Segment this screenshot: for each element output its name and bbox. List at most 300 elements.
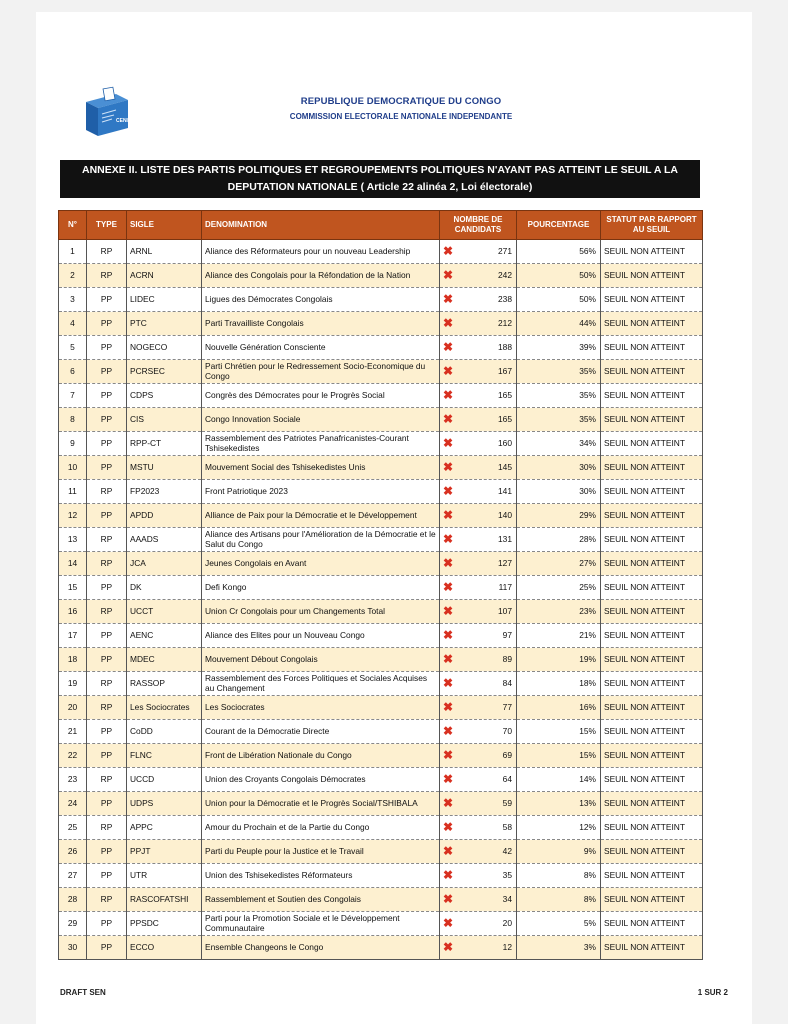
red-x-icon: ✖ xyxy=(443,748,454,762)
cell-candidates-text: 20 xyxy=(502,917,512,928)
cell-type xyxy=(87,552,127,576)
cell-type-text: PP xyxy=(100,341,113,352)
cell-number xyxy=(59,240,87,264)
cell-denomination-text: Les Sociocrates xyxy=(205,701,265,712)
cell-denomination xyxy=(202,360,440,384)
cell-type xyxy=(87,936,127,960)
cell-number-text: 4 xyxy=(70,317,75,328)
cell-number-text: 20 xyxy=(67,701,78,712)
cell-type-text: PP xyxy=(100,365,113,376)
cell-number-text: 13 xyxy=(67,533,78,544)
cell-denomination xyxy=(202,696,440,720)
cell-type-text: RP xyxy=(100,605,113,616)
cell-type xyxy=(87,288,127,312)
cell-denomination-text: Aliance des Réformateurs pour un nouveau Leadership xyxy=(205,245,411,256)
red-x-icon: ✖ xyxy=(443,268,454,282)
col-header-sigle: SIGLE xyxy=(127,211,202,240)
cell-candidates xyxy=(440,792,517,816)
col-header-denomination: DENOMINATION xyxy=(202,211,440,240)
cell-candidates xyxy=(440,384,517,408)
cell-sigle-text: Les Sociocrates xyxy=(130,701,190,712)
cell-status xyxy=(601,312,703,336)
cell-status xyxy=(601,816,703,840)
cell-candidates-text: 165 xyxy=(498,413,512,424)
cell-status xyxy=(601,672,703,696)
cell-status xyxy=(601,624,703,648)
cell-type-text: PP xyxy=(100,653,113,664)
cell-status xyxy=(601,744,703,768)
cell-denomination xyxy=(202,816,440,840)
cell-percentage-text: 50% xyxy=(579,269,596,280)
cell-percentage xyxy=(517,864,601,888)
cell-denomination xyxy=(202,336,440,360)
cell-sigle-text: FLNC xyxy=(130,749,152,760)
cell-number-text: 9 xyxy=(70,437,75,448)
cell-number-text: 3 xyxy=(70,293,75,304)
cell-type xyxy=(87,864,127,888)
cell-percentage xyxy=(517,936,601,960)
cell-status xyxy=(601,504,703,528)
red-x-icon: ✖ xyxy=(443,652,454,666)
red-x-icon: ✖ xyxy=(443,340,454,354)
red-x-icon: ✖ xyxy=(443,388,454,402)
cell-sigle-text: CoDD xyxy=(130,725,153,736)
cell-status xyxy=(601,360,703,384)
cell-candidates xyxy=(440,840,517,864)
cell-type-text: RP xyxy=(100,245,113,256)
cell-candidates xyxy=(440,240,517,264)
cell-denomination xyxy=(202,888,440,912)
cell-percentage-text: 25% xyxy=(579,581,596,592)
table-row xyxy=(59,312,703,336)
cell-denomination-text: Front Patriotique 2023 xyxy=(205,485,288,496)
cell-number-text: 11 xyxy=(68,485,77,496)
cell-denomination xyxy=(202,840,440,864)
cell-denomination-text: Nouvelle Génération Consciente xyxy=(205,341,326,352)
cell-percentage-text: 44% xyxy=(579,317,596,328)
cell-type xyxy=(87,768,127,792)
cell-candidates-text: 84 xyxy=(502,677,512,688)
cell-type xyxy=(87,528,127,552)
cell-percentage-text: 15% xyxy=(579,749,596,760)
cell-status xyxy=(601,336,703,360)
table-row xyxy=(59,336,703,360)
cell-sigle-text: PPSDC xyxy=(130,917,159,928)
red-x-icon: ✖ xyxy=(443,796,454,810)
cell-candidates-text: 188 xyxy=(498,341,512,352)
cell-sigle-text: LIDEC xyxy=(130,293,155,304)
cell-denomination xyxy=(202,648,440,672)
cell-denomination xyxy=(202,600,440,624)
cell-status xyxy=(601,528,703,552)
cell-sigle xyxy=(127,408,202,432)
cell-percentage xyxy=(517,408,601,432)
cell-sigle-text: DK xyxy=(130,581,142,592)
col-header-type: TYPE xyxy=(87,211,127,240)
cell-sigle xyxy=(127,360,202,384)
cell-candidates xyxy=(440,360,517,384)
cell-type xyxy=(87,480,127,504)
table-row xyxy=(59,840,703,864)
cell-number xyxy=(59,696,87,720)
cell-type xyxy=(87,384,127,408)
cell-number-text: 5 xyxy=(70,341,75,352)
cell-status-text: SEUIL NON ATTEINT xyxy=(604,317,685,328)
cell-status-text: SEUIL NON ATTEINT xyxy=(604,653,685,664)
cell-denomination xyxy=(202,576,440,600)
cell-status-text: SEUIL NON ATTEINT xyxy=(604,245,685,256)
red-x-icon: ✖ xyxy=(443,916,454,930)
cell-percentage xyxy=(517,288,601,312)
footer-draft-label: DRAFT SEN xyxy=(60,988,106,997)
cell-type-text: PP xyxy=(100,437,113,448)
cell-status-text: SEUIL NON ATTEINT xyxy=(604,893,685,904)
cell-candidates-text: 271 xyxy=(498,245,512,256)
cell-status xyxy=(601,240,703,264)
cell-status xyxy=(601,264,703,288)
cell-denomination-text: Union pour la Démocratie et le Progrès Social/TSHIBALA xyxy=(205,797,418,808)
cell-number-text: 27 xyxy=(67,869,78,880)
cell-status-text: SEUIL NON ATTEINT xyxy=(604,773,685,784)
cell-type xyxy=(87,888,127,912)
cell-percentage xyxy=(517,528,601,552)
cell-number-text: 1 xyxy=(70,245,75,256)
red-x-icon: ✖ xyxy=(443,412,454,426)
cell-sigle xyxy=(127,600,202,624)
cell-candidates xyxy=(440,552,517,576)
cell-type xyxy=(87,600,127,624)
cell-candidates-text: 12 xyxy=(502,941,512,952)
cell-percentage xyxy=(517,888,601,912)
cell-status-text: SEUIL NON ATTEINT xyxy=(604,557,685,568)
cell-type-text: RP xyxy=(100,485,113,496)
cell-candidates-text: 145 xyxy=(498,461,512,472)
cell-denomination xyxy=(202,528,440,552)
cell-type-text: RP xyxy=(100,269,113,280)
cell-status xyxy=(601,720,703,744)
table-row xyxy=(59,576,703,600)
cell-percentage xyxy=(517,264,601,288)
cell-type-text: RP xyxy=(100,821,113,832)
cell-percentage-text: 15% xyxy=(579,725,596,736)
cell-sigle-text: APDD xyxy=(130,509,154,520)
annex-title-line2: DEPUTATION NATIONALE ( Article 22 alinéa 2, Loi électorale) xyxy=(227,181,533,193)
cell-percentage-text: 35% xyxy=(579,413,596,424)
cell-denomination xyxy=(202,432,440,456)
cell-type-text: PP xyxy=(100,389,113,400)
cell-percentage-text: 5% xyxy=(583,917,596,928)
cell-candidates-text: 107 xyxy=(498,605,512,616)
cell-status xyxy=(601,840,703,864)
cell-type-text: PP xyxy=(100,749,113,760)
cell-number-text: 30 xyxy=(67,941,78,952)
cell-denomination xyxy=(202,744,440,768)
cell-number xyxy=(59,672,87,696)
cell-number xyxy=(59,528,87,552)
cell-denomination-text: Aliance des Artisans pour l'Amélioration de la Démocratie et le Salut du Congo xyxy=(205,529,436,549)
red-x-icon: ✖ xyxy=(443,244,454,258)
cell-number xyxy=(59,552,87,576)
cell-number-text: 23 xyxy=(67,773,78,784)
cell-type-text: PP xyxy=(100,845,113,856)
cell-type xyxy=(87,336,127,360)
cell-candidates xyxy=(440,624,517,648)
cell-sigle-text: UCCD xyxy=(130,773,155,784)
cell-number-text: 2 xyxy=(70,269,75,280)
cell-type xyxy=(87,456,127,480)
cell-status xyxy=(601,480,703,504)
cell-denomination-text: Defi Kongo xyxy=(205,581,247,592)
cell-candidates xyxy=(440,816,517,840)
table-row xyxy=(59,768,703,792)
cell-type xyxy=(87,624,127,648)
cell-number xyxy=(59,360,87,384)
cell-status-text: SEUIL NON ATTEINT xyxy=(604,797,685,808)
cell-status-text: SEUIL NON ATTEINT xyxy=(604,581,685,592)
cell-candidates-text: 165 xyxy=(498,389,512,400)
cell-candidates-text: 77 xyxy=(502,701,512,712)
cell-status xyxy=(601,408,703,432)
col-header-status: STATUT PAR RAPPORT AU SEUIL xyxy=(601,211,703,240)
cell-percentage-text: 28% xyxy=(579,533,596,544)
cell-number xyxy=(59,264,87,288)
col-header-candidates: NOMBRE DE CANDIDATS xyxy=(440,211,517,240)
cell-percentage xyxy=(517,792,601,816)
cell-percentage-text: 19% xyxy=(579,653,596,664)
cell-status-text: SEUIL NON ATTEINT xyxy=(604,677,685,688)
cell-percentage xyxy=(517,432,601,456)
annex-title-line1: ANNEXE II. LISTE DES PARTIS POLITIQUES ET REGROUPEMENTS POLITIQUES N'AYANT PAS ATTEINT LE SEUIL A LA xyxy=(81,164,678,176)
cell-sigle xyxy=(127,624,202,648)
cell-number-text: 24 xyxy=(67,797,78,808)
cell-candidates xyxy=(440,456,517,480)
cell-status-text: SEUIL NON ATTEINT xyxy=(604,845,685,856)
cell-type-text: PP xyxy=(100,317,113,328)
cell-status xyxy=(601,864,703,888)
cell-type xyxy=(87,672,127,696)
cell-candidates xyxy=(440,648,517,672)
cell-percentage xyxy=(517,720,601,744)
cell-status-text: SEUIL NON ATTEINT xyxy=(604,341,685,352)
red-x-icon: ✖ xyxy=(443,628,454,642)
cell-sigle xyxy=(127,720,202,744)
cell-sigle xyxy=(127,264,202,288)
cell-denomination-text: Amour du Prochain et de la Partie du Congo xyxy=(205,821,370,832)
cell-denomination xyxy=(202,624,440,648)
cell-number xyxy=(59,624,87,648)
cell-percentage-text: 27% xyxy=(579,557,596,568)
table-row xyxy=(59,432,703,456)
cell-sigle xyxy=(127,432,202,456)
cell-percentage-text: 39% xyxy=(579,341,596,352)
cell-percentage-text: 35% xyxy=(579,389,596,400)
cell-percentage xyxy=(517,744,601,768)
cell-status-text: SEUIL NON ATTEINT xyxy=(604,413,685,424)
red-x-icon: ✖ xyxy=(443,700,454,714)
cell-candidates-text: 64 xyxy=(502,773,512,784)
cell-candidates xyxy=(440,336,517,360)
cell-sigle xyxy=(127,576,202,600)
cell-number xyxy=(59,504,87,528)
cell-candidates-text: 212 xyxy=(498,317,512,328)
cell-denomination-text: Union des Croyants Congolais Démocrates xyxy=(205,773,366,784)
cell-denomination xyxy=(202,864,440,888)
cell-type-text: RP xyxy=(100,677,113,688)
cell-sigle-text: ACRN xyxy=(130,269,154,280)
cell-status-text: SEUIL NON ATTEINT xyxy=(604,461,685,472)
cell-candidates xyxy=(440,936,517,960)
cell-type-text: PP xyxy=(100,797,113,808)
cell-status-text: SEUIL NON ATTEINT xyxy=(604,821,685,832)
table-row xyxy=(59,864,703,888)
cell-number-text: 17 xyxy=(67,629,78,640)
cell-percentage-text: 56% xyxy=(579,245,596,256)
cell-sigle xyxy=(127,552,202,576)
commission-name: COMMISSION ELECTORALE NATIONALE INDEPENDANTE xyxy=(289,112,513,121)
cell-type-text: PP xyxy=(100,917,113,928)
cell-type-text: PP xyxy=(100,869,113,880)
cell-candidates-text: 127 xyxy=(498,557,512,568)
cell-candidates-text: 238 xyxy=(498,293,512,304)
cell-number-text: 19 xyxy=(67,677,78,688)
cell-candidates xyxy=(440,768,517,792)
cell-type-text: PP xyxy=(100,413,113,424)
cell-sigle-text: ARNL xyxy=(130,245,153,256)
cell-number xyxy=(59,864,87,888)
cell-denomination-text: Ligues des Démocrates Congolais xyxy=(205,293,333,304)
table-row xyxy=(59,600,703,624)
cell-denomination xyxy=(202,768,440,792)
cell-denomination xyxy=(202,240,440,264)
cell-type xyxy=(87,840,127,864)
cell-percentage-text: 18% xyxy=(579,677,596,688)
cell-denomination-text: Mouvement Débout Congolais xyxy=(205,653,318,664)
table-row xyxy=(59,648,703,672)
cell-percentage-text: 13% xyxy=(579,797,596,808)
cell-sigle-text: RASCOFATSHI xyxy=(130,893,189,904)
cell-candidates xyxy=(440,912,517,936)
cell-candidates xyxy=(440,480,517,504)
cell-sigle xyxy=(127,384,202,408)
table-row xyxy=(59,744,703,768)
table-row xyxy=(59,504,703,528)
cell-type-text: PP xyxy=(100,293,113,304)
cell-status xyxy=(601,936,703,960)
cell-percentage-text: 21% xyxy=(579,629,596,640)
cell-number-text: 7 xyxy=(70,389,75,400)
cell-denomination-text: Alliance de Paix pour la Démocratie et le Développement xyxy=(205,509,417,520)
cell-percentage-text: 12% xyxy=(579,821,596,832)
parties-table xyxy=(58,210,703,960)
cell-denomination xyxy=(202,504,440,528)
table-row xyxy=(59,288,703,312)
cell-type-text: PP xyxy=(100,725,113,736)
table-row xyxy=(59,360,703,384)
cell-candidates xyxy=(440,528,517,552)
table-row xyxy=(59,528,703,552)
cell-denomination-text: Congrès des Démocrates pour le Progrès Social xyxy=(205,389,385,400)
cell-candidates xyxy=(440,864,517,888)
cell-number xyxy=(59,648,87,672)
cell-number-text: 25 xyxy=(67,821,78,832)
cell-type xyxy=(87,312,127,336)
cell-denomination-text: Front de Libération Nationale du Congo xyxy=(205,749,352,760)
cell-denomination-text: Parti pour la Promotion Sociale et le Développement Communautaire xyxy=(205,913,400,933)
cell-percentage-text: 8% xyxy=(583,893,596,904)
red-x-icon: ✖ xyxy=(443,460,454,474)
cell-type-text: RP xyxy=(100,701,113,712)
cell-type-text: PP xyxy=(100,629,113,640)
cell-number xyxy=(59,888,87,912)
cell-number-text: 28 xyxy=(67,893,78,904)
cell-type-text: PP xyxy=(100,461,113,472)
cell-number-text: 14 xyxy=(67,557,78,568)
cell-percentage-text: 35% xyxy=(579,365,596,376)
cell-number-text: 8 xyxy=(70,413,75,424)
cell-sigle-text: UTR xyxy=(130,869,148,880)
cell-sigle-text: ECCO xyxy=(130,941,155,952)
cell-denomination xyxy=(202,912,440,936)
cell-sigle xyxy=(127,456,202,480)
cell-candidates xyxy=(440,432,517,456)
cell-number-text: 18 xyxy=(67,653,78,664)
cell-type xyxy=(87,744,127,768)
cell-sigle xyxy=(127,312,202,336)
cell-number-text: 29 xyxy=(67,917,78,928)
cell-sigle-text: MDEC xyxy=(130,653,155,664)
footer-page-number: 1 SUR 2 xyxy=(697,988,728,997)
cell-status-text: SEUIL NON ATTEINT xyxy=(604,533,685,544)
cell-number xyxy=(59,720,87,744)
red-x-icon: ✖ xyxy=(443,364,454,378)
cell-status xyxy=(601,600,703,624)
cell-sigle xyxy=(127,864,202,888)
cell-status-text: SEUIL NON ATTEINT xyxy=(604,629,685,640)
cell-candidates-text: 167 xyxy=(498,365,512,376)
cell-status xyxy=(601,432,703,456)
red-x-icon: ✖ xyxy=(443,436,454,450)
table-row xyxy=(59,816,703,840)
col-header-number: N° xyxy=(59,211,87,240)
col-header-percentage: POURCENTAGE xyxy=(517,211,601,240)
cell-status xyxy=(601,552,703,576)
cell-number xyxy=(59,288,87,312)
cell-status-text: SEUIL NON ATTEINT xyxy=(604,749,685,760)
cell-percentage-text: 29% xyxy=(579,509,596,520)
cell-denomination-text: Rassemblement des Forces Politiques et Sociales Acquises au Changement xyxy=(205,673,428,693)
cell-sigle xyxy=(127,792,202,816)
cell-status-text: SEUIL NON ATTEINT xyxy=(604,605,685,616)
cell-sigle xyxy=(127,528,202,552)
cell-type-text: PP xyxy=(100,941,113,952)
cell-sigle-text: UCCT xyxy=(130,605,154,616)
cell-type xyxy=(87,912,127,936)
red-x-icon: ✖ xyxy=(443,892,454,906)
cell-percentage-text: 30% xyxy=(579,485,596,496)
cell-number xyxy=(59,456,87,480)
cell-percentage xyxy=(517,672,601,696)
cell-number-text: 6 xyxy=(70,365,75,376)
cell-denomination-text: Ensemble Changeons le Congo xyxy=(205,941,324,952)
cell-sigle xyxy=(127,504,202,528)
cell-status-text: SEUIL NON ATTEINT xyxy=(604,389,685,400)
cell-type xyxy=(87,648,127,672)
cell-candidates-text: 69 xyxy=(502,749,512,760)
cell-denomination-text: Mouvement Social des Tshisekedistes Unis xyxy=(205,461,366,472)
cell-sigle xyxy=(127,336,202,360)
cell-sigle-text: RASSOP xyxy=(130,677,165,688)
cell-percentage xyxy=(517,816,601,840)
